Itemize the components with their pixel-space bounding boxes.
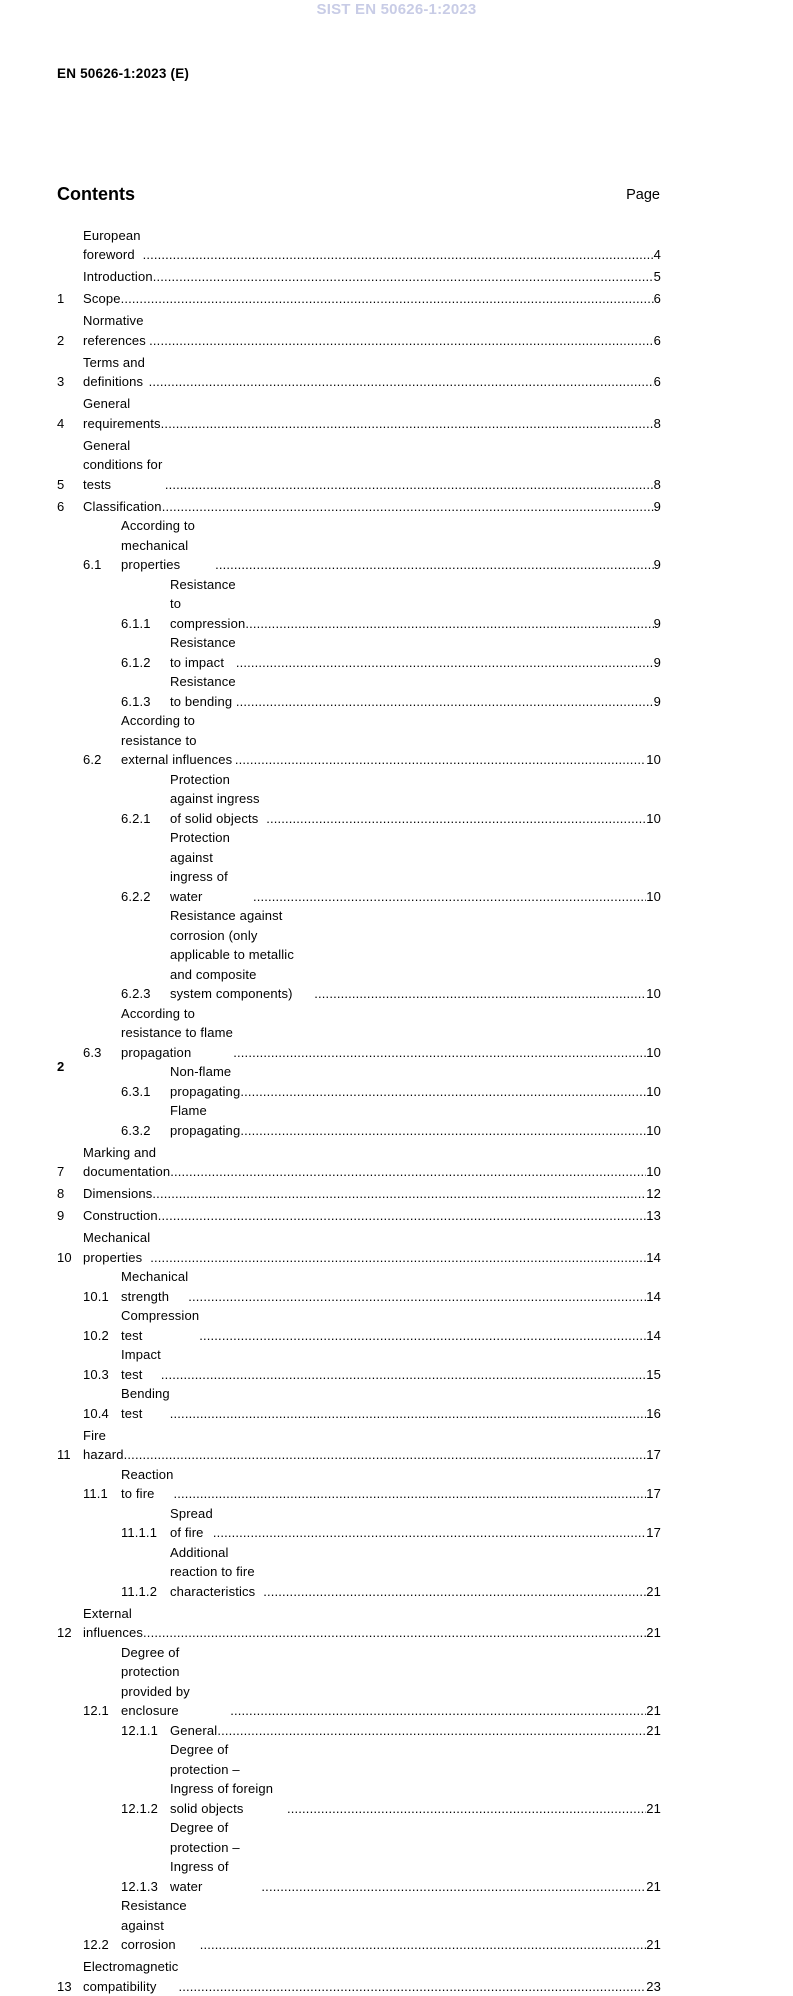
- toc-entry-number: 6.1: [83, 555, 121, 575]
- toc-entry-title: Scope: [83, 289, 121, 309]
- toc-entry[interactable]: [57, 1601, 661, 1643]
- toc-entry-title: Terms and definitions: [83, 353, 149, 392]
- toc-entry[interactable]: [57, 1182, 661, 1204]
- toc-dot-leader: [263, 1582, 646, 1602]
- toc-dot-leader: [178, 1977, 646, 1996]
- toc-entry[interactable]: [57, 1140, 661, 1182]
- toc-entry-number: 10.2: [83, 1326, 121, 1346]
- toc-entry-number: 12: [57, 1623, 83, 1643]
- toc-entry-title: General: [170, 1721, 217, 1741]
- toc-entry-title: General conditions for tests: [83, 436, 165, 495]
- toc-dot-leader: [149, 331, 653, 351]
- toc-entry[interactable]: [57, 350, 661, 392]
- toc-entry[interactable]: [83, 1384, 661, 1423]
- toc-entry-title: Resistance against corrosion (only applicable to metallic and composite system components): [170, 906, 314, 1004]
- toc-entry-page: 21: [646, 1799, 661, 1819]
- toc-dot-leader: [170, 1162, 646, 1182]
- toc-entry[interactable]: [83, 1306, 661, 1345]
- toc-entry-page: 8: [654, 475, 661, 495]
- toc-entry-page: 5: [654, 267, 661, 287]
- toc-dot-leader: [236, 653, 654, 673]
- toc-dot-leader: [174, 1484, 647, 1504]
- toc-entry[interactable]: [57, 1423, 661, 1465]
- toc-dot-leader: [161, 1365, 646, 1385]
- toc-dot-leader: [162, 497, 654, 517]
- toc-entry-page: 6: [654, 289, 661, 309]
- toc-entry-number: 6.2: [83, 750, 121, 770]
- toc-dot-leader: [161, 414, 654, 434]
- page-column-heading: Page: [626, 187, 660, 203]
- toc-entry[interactable]: [121, 906, 661, 1004]
- toc-entry-title: Bending test: [121, 1384, 170, 1423]
- toc-entry[interactable]: [83, 1267, 661, 1306]
- toc-entry-title: Spread of fire: [170, 1504, 213, 1543]
- toc-entry-number: 10.3: [83, 1365, 121, 1385]
- toc-entry[interactable]: [57, 1204, 661, 1226]
- toc-entry-title: Reaction to fire: [121, 1465, 174, 1504]
- toc-entry-title: Construction: [83, 1206, 158, 1226]
- toc-entry-page: 14: [646, 1326, 661, 1346]
- toc-dot-leader: [143, 1623, 646, 1643]
- toc-entry-page: 21: [646, 1582, 661, 1602]
- toc-entry-page: 9: [654, 692, 661, 712]
- toc-entry[interactable]: [83, 1465, 661, 1504]
- toc-entry-title: Compression test: [121, 1306, 199, 1345]
- toc-entry-number: 12.2: [83, 1935, 121, 1955]
- toc-entry-number: 6: [57, 497, 83, 517]
- toc-dot-leader: [245, 614, 653, 634]
- toc-entry-page: 9: [654, 653, 661, 673]
- toc-entry-page: 10: [646, 887, 661, 907]
- toc-entry-title: Flame propagating: [170, 1101, 240, 1140]
- toc-entry-number: 6.3.1: [121, 1082, 170, 1102]
- toc-entry-page: 17: [646, 1484, 661, 1504]
- toc-entry[interactable]: [121, 575, 661, 634]
- toc-entry-page: 8: [654, 414, 661, 434]
- toc-entry-number: 12.1.1: [121, 1721, 170, 1741]
- toc-entry[interactable]: [83, 1896, 661, 1955]
- toc-dot-leader: [240, 1082, 646, 1102]
- toc-dot-leader: [165, 475, 654, 495]
- toc-entry-title: Classification: [83, 497, 162, 517]
- toc-entry-page: 17: [646, 1445, 661, 1465]
- toc-entry-number: 13: [57, 1977, 83, 1996]
- toc-dot-leader: [213, 1523, 646, 1543]
- toc-dot-leader: [150, 1248, 646, 1268]
- toc-entry-title: Degree of protection – Ingress of water: [170, 1818, 261, 1896]
- toc-entry[interactable]: [121, 1101, 661, 1140]
- toc-entry-number: 5: [57, 475, 83, 495]
- toc-entry[interactable]: [83, 516, 661, 575]
- toc-entry-number: 3: [57, 372, 83, 392]
- toc-entry[interactable]: [121, 1062, 661, 1101]
- toc-dot-leader: [124, 1445, 647, 1465]
- toc-entry-title: External influences: [83, 1604, 143, 1643]
- toc-entry-page: 10: [646, 1121, 661, 1141]
- toc-entry-page: 10: [646, 809, 661, 829]
- toc-entry-title: Protection against ingress of solid objects: [170, 770, 266, 829]
- toc-entry-title: Impact test: [121, 1345, 161, 1384]
- toc-entry[interactable]: [121, 828, 661, 906]
- toc-entry[interactable]: [57, 223, 661, 265]
- toc-dot-leader: [199, 1326, 646, 1346]
- toc-dot-leader: [152, 1184, 646, 1204]
- toc-dot-leader: [266, 809, 646, 829]
- toc-entry-number: 8: [57, 1184, 83, 1204]
- toc-entry-number: 6.2.1: [121, 809, 170, 829]
- toc-dot-leader: [158, 1206, 646, 1226]
- toc-entry-page: 14: [646, 1248, 661, 1268]
- toc-entry-title: Mechanical properties: [83, 1228, 150, 1267]
- toc-entry-title: Introduction: [83, 267, 153, 287]
- toc-entry-page: 10: [646, 750, 661, 770]
- toc-entry-title: Electromagnetic compatibility: [83, 1957, 178, 1996]
- toc-entry-page: 10: [646, 1082, 661, 1102]
- toc-entry[interactable]: [83, 1345, 661, 1384]
- toc-entry-title: Mechanical strength: [121, 1267, 188, 1306]
- toc-entry[interactable]: [83, 1004, 661, 1063]
- toc-entry-title: Degree of protection – Ingress of foreign solid objects: [170, 1740, 287, 1818]
- toc-entry[interactable]: [121, 1543, 661, 1602]
- toc-dot-leader: [217, 1721, 646, 1741]
- toc-entry-page: 23: [646, 1977, 661, 1996]
- toc-dot-leader: [121, 289, 654, 309]
- toc-dot-leader: [240, 1121, 646, 1141]
- toc-dot-leader: [143, 245, 654, 265]
- toc-entry-title: Fire hazard: [83, 1426, 124, 1465]
- toc-entry-number: 11.1: [83, 1484, 121, 1504]
- toc-dot-leader: [261, 1877, 646, 1897]
- toc-entry-page: 10: [646, 1043, 661, 1063]
- toc-entry-number: 10: [57, 1248, 83, 1268]
- toc-entry-page: 9: [654, 614, 661, 634]
- toc-entry[interactable]: [57, 494, 661, 516]
- toc-entry-title: Resistance to bending: [170, 672, 236, 711]
- toc-entry-title: European foreword: [83, 226, 143, 265]
- toc-entry-page: 10: [646, 1162, 661, 1182]
- toc-entry[interactable]: [57, 309, 661, 351]
- toc-entry[interactable]: [57, 433, 661, 494]
- toc-dot-leader: [153, 267, 654, 287]
- toc-entry-title: Normative references: [83, 311, 149, 350]
- toc-entry-number: 1: [57, 289, 83, 309]
- toc-entry-number: 6.2.2: [121, 887, 170, 907]
- toc-entry-number: 6.1.3: [121, 692, 170, 712]
- watermark: SIST EN 50626-1:2023: [0, 1, 793, 18]
- page-number: 2: [57, 1059, 64, 1074]
- table-of-contents: [57, 223, 661, 1996]
- toc-entry[interactable]: [83, 1643, 661, 1721]
- toc-entry[interactable]: [121, 672, 661, 711]
- toc-entry-number: 11.1.1: [121, 1523, 170, 1543]
- toc-dot-leader: [215, 555, 654, 575]
- toc-entry-title: Protection against ingress of water: [170, 828, 253, 906]
- toc-entry-page: 10: [646, 984, 661, 1004]
- toc-dot-leader: [253, 887, 646, 907]
- toc-entry-page: 21: [646, 1701, 661, 1721]
- toc-entry-number: 10.4: [83, 1404, 121, 1424]
- toc-entry-page: 21: [646, 1935, 661, 1955]
- toc-entry-title: Resistance to compression: [170, 575, 245, 634]
- toc-entry-title: According to resistance to external influences: [121, 711, 235, 770]
- toc-entry-title: Non-flame propagating: [170, 1062, 240, 1101]
- toc-entry-page: 13: [646, 1206, 661, 1226]
- toc-entry-title: According to resistance to flame propagation: [121, 1004, 233, 1063]
- toc-entry-number: 11.1.2: [121, 1582, 170, 1602]
- toc-entry-page: 21: [646, 1721, 661, 1741]
- toc-entry-title: Resistance against corrosion: [121, 1896, 200, 1955]
- toc-entry[interactable]: [121, 1504, 661, 1543]
- toc-dot-leader: [236, 692, 654, 712]
- toc-dot-leader: [188, 1287, 646, 1307]
- toc-entry[interactable]: [57, 1226, 661, 1268]
- toc-entry-number: 6.1.2: [121, 653, 170, 673]
- toc-entry-number: 12.1: [83, 1701, 121, 1721]
- toc-entry-number: 6.3: [83, 1043, 121, 1063]
- toc-entry[interactable]: [121, 633, 661, 672]
- toc-entry[interactable]: [57, 1955, 661, 1996]
- toc-entry-title: Degree of protection provided by enclosure: [121, 1643, 230, 1721]
- toc-entry-title: Dimensions: [83, 1184, 152, 1204]
- toc-entry-title: Resistance to impact: [170, 633, 236, 672]
- toc-entry-page: 6: [654, 331, 661, 351]
- toc-entry-title: Marking and documentation: [83, 1143, 170, 1182]
- toc-entry-number: 4: [57, 414, 83, 434]
- toc-dot-leader: [170, 1404, 646, 1424]
- toc-entry-page: 4: [654, 245, 661, 265]
- toc-entry-page: 15: [646, 1365, 661, 1385]
- toc-entry-number: 2: [57, 331, 83, 351]
- toc-entry-title: General requirements: [83, 394, 161, 433]
- toc-entry-page: 16: [646, 1404, 661, 1424]
- toc-entry-page: 6: [654, 372, 661, 392]
- toc-entry[interactable]: [57, 287, 661, 309]
- toc-entry[interactable]: [121, 770, 661, 829]
- toc-entry-number: 6.1.1: [121, 614, 170, 634]
- toc-entry-page: 12: [646, 1184, 661, 1204]
- toc-entry-page: 14: [646, 1287, 661, 1307]
- contents-heading: Contents: [57, 184, 135, 205]
- toc-dot-leader: [314, 984, 646, 1004]
- toc-dot-leader: [287, 1799, 646, 1819]
- toc-entry[interactable]: [121, 1818, 661, 1896]
- toc-entry-number: 7: [57, 1162, 83, 1182]
- toc-entry-number: 12.1.2: [121, 1799, 170, 1819]
- toc-dot-leader: [233, 1043, 646, 1063]
- toc-entry-number: 10.1: [83, 1287, 121, 1307]
- toc-entry-title: Additional reaction to fire characteristics: [170, 1543, 263, 1602]
- toc-entry[interactable]: [121, 1721, 661, 1741]
- document-id: EN 50626-1:2023 (E): [57, 66, 189, 81]
- toc-dot-leader: [200, 1935, 647, 1955]
- toc-entry[interactable]: [83, 711, 661, 770]
- toc-dot-leader: [149, 372, 654, 392]
- toc-entry-number: 12.1.3: [121, 1877, 170, 1897]
- toc-entry-number: 6.2.3: [121, 984, 170, 1004]
- toc-entry-page: 17: [646, 1523, 661, 1543]
- toc-dot-leader: [235, 750, 646, 770]
- toc-entry-number: 6.3.2: [121, 1121, 170, 1141]
- toc-entry-number: 9: [57, 1206, 83, 1226]
- toc-entry-title: According to mechanical properties: [121, 516, 215, 575]
- toc-entry[interactable]: [57, 392, 661, 434]
- toc-entry-page: 9: [654, 555, 661, 575]
- toc-entry-page: 21: [646, 1877, 661, 1897]
- toc-entry[interactable]: [121, 1740, 661, 1818]
- toc-entry[interactable]: [57, 265, 661, 287]
- toc-entry-number: 11: [57, 1445, 83, 1465]
- toc-entry-page: 21: [646, 1623, 661, 1643]
- toc-entry-page: 9: [654, 497, 661, 517]
- toc-dot-leader: [230, 1701, 646, 1721]
